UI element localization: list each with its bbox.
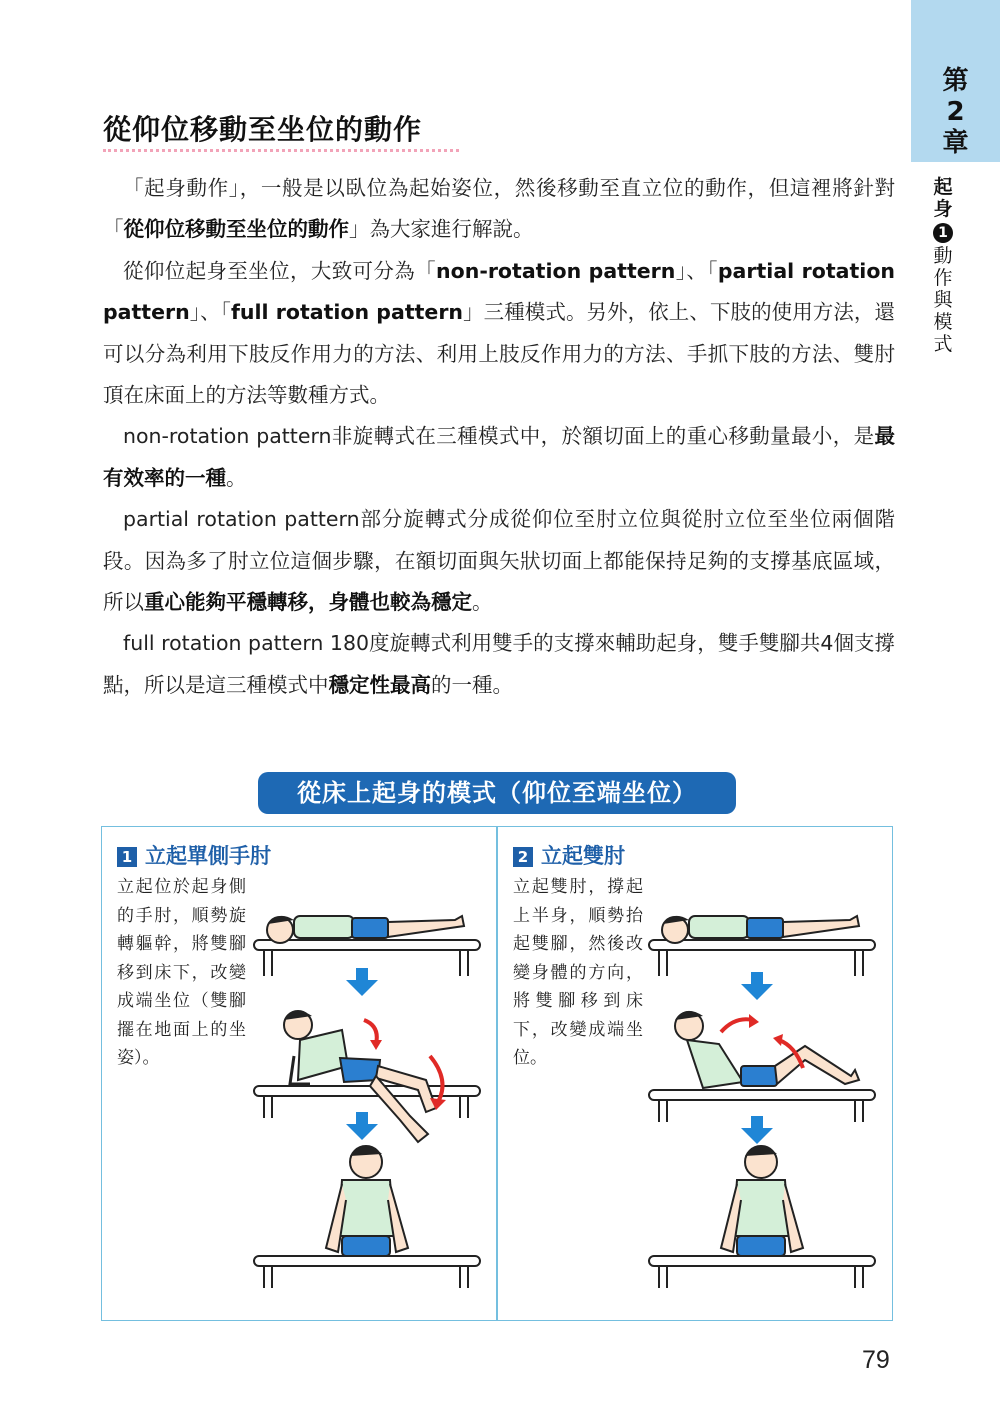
body-paragraph xyxy=(103,623,895,706)
bed-icon xyxy=(254,1256,480,1288)
panel-1-description: 立起位於起身側的手肘，順勢旋轉軀幹，將雙腳移到床下，改變成端坐位（雙腳擺在地面上的坐姿）。 xyxy=(117,877,246,1068)
text-segment: full rotation pattern 180度旋轉式利用雙手的支撐來輔助起身，雙手雙腳共4個支撐點，所以是這三種模式中 xyxy=(103,631,895,697)
panel-1-heading-text: 立起單側手肘 xyxy=(145,844,271,868)
chapter-side-title xyxy=(926,176,960,355)
section-title: 從仰位移動至坐位的動作 xyxy=(103,113,423,146)
down-arrow-icon xyxy=(346,1112,378,1140)
bold-text: 重心能夠平穩轉移，身體也較為穩定 xyxy=(144,590,472,615)
text-segment: 。 xyxy=(472,590,493,615)
bold-text: 最有效率的一種 xyxy=(103,424,895,490)
lying-person-icon xyxy=(267,916,464,943)
lying-person-icon xyxy=(662,916,859,943)
bold-text: 穩定性最高 xyxy=(328,672,431,697)
panel-2-number: 2 xyxy=(513,847,533,867)
side-number-badge: 1 xyxy=(933,223,953,243)
chapter-label: 第 2 章 xyxy=(942,66,969,158)
text-segment: 從仰位起身至坐位，大致可分為「 xyxy=(123,258,437,283)
bed-icon xyxy=(649,1256,875,1288)
title-dotted-underline xyxy=(103,148,459,152)
panel-1-number: 1 xyxy=(117,847,137,867)
elbow-prop-person-icon xyxy=(675,1011,859,1088)
text-segment: non-rotation pattern非旋轉式在三種模式中，於額切面上的重心移動量最小，是 xyxy=(123,424,875,449)
panel-1-heading xyxy=(117,840,271,870)
bold-text: non-rotation pattern xyxy=(436,258,676,283)
diagram-divider xyxy=(496,826,498,1321)
body-paragraph xyxy=(103,416,895,499)
text-segment: 」三種模式。另外，依上、下肢的使用方法，還可以分為利用下肢反作用力的方法、利用上肢反作用力的方法、手抓下肢的方法、雙肘頂在床面上的方法等數種方式。 xyxy=(103,300,896,408)
sitting-person-icon xyxy=(326,1146,408,1256)
side-title-1: 起 身 xyxy=(933,176,953,220)
text-segment: 」為大家進行解說。 xyxy=(349,217,534,242)
bed-icon xyxy=(649,940,875,976)
body-paragraph xyxy=(103,499,895,623)
panel-2-heading-text: 立起雙肘 xyxy=(541,844,625,868)
panel-2-heading xyxy=(513,840,625,870)
text-segment: 」、「 xyxy=(675,258,718,283)
text-segment: partial rotation pattern部分旋轉式分成從仰位至肘立位與從肘立位至坐位兩個階段。因為多了肘立位這個步驟，在額切面與矢狀切面上都能保持足夠的支撐基底區域，所以 xyxy=(103,507,895,615)
down-arrow-icon xyxy=(741,1116,773,1144)
text-segment: 」、「 xyxy=(189,300,231,325)
body-paragraph xyxy=(103,168,895,251)
text-segment: 「起身動作」，一般是以臥位為起始姿位，然後移動至直立位的動作，但這裡將針對「 xyxy=(103,176,895,242)
diagram-title: 從床上起身的模式（仰位至端坐位） xyxy=(258,772,736,814)
down-arrow-icon xyxy=(741,972,773,1000)
panel-2-illustration xyxy=(645,880,885,1310)
page-number: 79 xyxy=(862,1346,890,1374)
panel-1-illustration xyxy=(250,880,490,1310)
text-segment: 。 xyxy=(226,465,247,490)
body-paragraph xyxy=(103,251,895,417)
rotate-arrow-icon xyxy=(721,1019,753,1032)
bold-text: 從仰位移動至坐位的動作 xyxy=(123,217,349,242)
bold-text: partial rotation pattern xyxy=(103,258,896,325)
bold-text: full rotation pattern xyxy=(231,300,464,325)
side-title-2: 動 作 與 模 式 xyxy=(933,245,953,355)
chapter-tab xyxy=(911,0,1000,162)
panel-2-description: 立起雙肘，撐起上半身，順勢抬起雙腳，然後改變身體的方向，將雙腳移到床下，改變成端坐位。 xyxy=(513,877,643,1068)
text-segment: 的一種。 xyxy=(431,672,513,697)
body-text xyxy=(103,168,895,706)
sitting-person-icon xyxy=(721,1146,803,1256)
down-arrow-icon xyxy=(346,968,378,996)
